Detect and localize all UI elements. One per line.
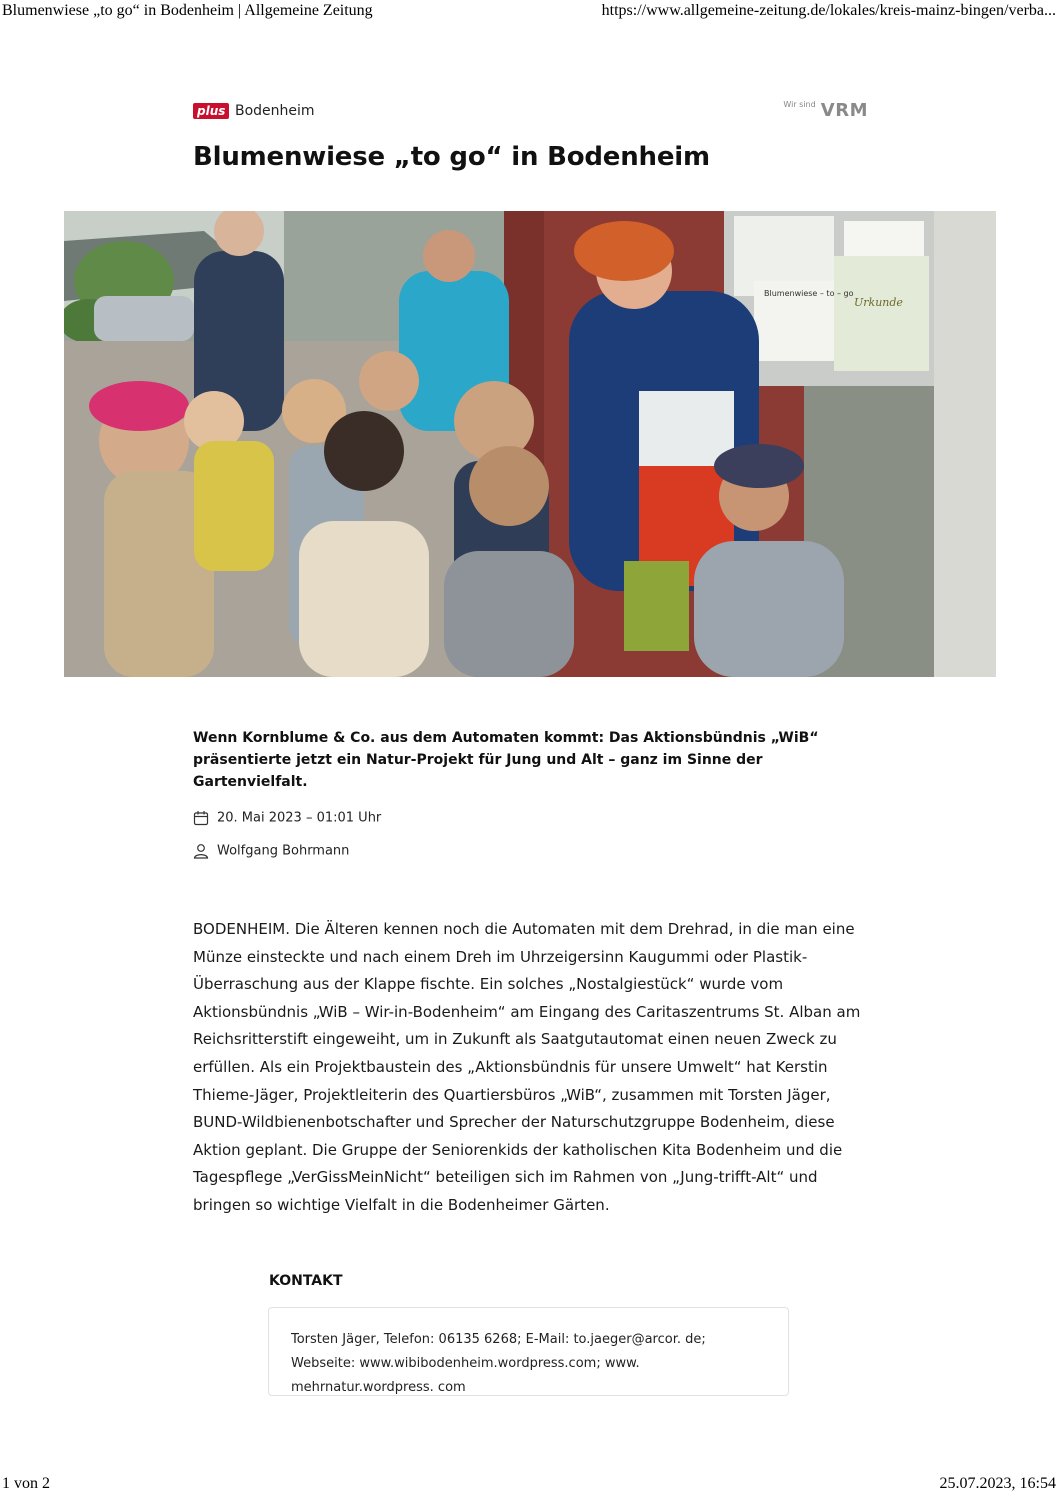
print-page-number: 1 von 2 xyxy=(2,1475,50,1492)
article-author xyxy=(193,843,349,859)
article-body: BODENHEIM. Die Älteren kennen noch die Automaten mit dem Drehrad, in die man eine Münze einsteckte und nach einem Dreh im Uhrzeigersinn Kaugummi oder Plastik-Überraschung aus der Klappe fischte. Ein solches „Nostalgiestück“ wurde vom Aktionsbündnis „WiB – Wir-in-Bodenheim“ am Eingang des Caritaszentrums St. Alban am Reichsritterstift eingeweiht, um in Zukunft als Saatgutautomat einen neuen Zweck zu erfüllen. Als ein Projektbaustein des „Aktionsbündnis für unsere Umwelt“ hat Kerstin Thieme-Jäger, Projektleiterin des Quartiersbüros „WiB“, zusammen mit Torsten Jäger, BUND-Wildbienenbotschafter und Sprecher der Naturschutzgruppe Bodenheim, diese Aktion geplant. Die Gruppe der Seniorenkids der katholischen Kita Bodenheim und die Tagespflege „VerGissMeinNicht“ beteiligen sich im Rahmen von „Jung-trifft-Alt“ und bringen so wichtige Vielfalt in die Bodenheimer Gärten. xyxy=(193,920,861,1214)
print-footer xyxy=(0,1475,1058,1497)
poster-title: Blumenwiese – to – go xyxy=(764,289,854,298)
article-headline: Blumenwiese „to go“ in Bodenheim xyxy=(193,142,710,172)
print-page-url[interactable]: https://www.allgemeine-zeitung.de/lokales/kreis-mainz-bingen/verba... xyxy=(601,2,1056,19)
article-date-text: 20. Mai 2023 – 01:01 Uhr xyxy=(217,810,382,826)
contact-box xyxy=(268,1307,789,1396)
vrm-logo-prefix: Wir sind xyxy=(783,100,816,109)
hero-photo[interactable] xyxy=(64,211,996,677)
poster-certificate: Urkunde xyxy=(854,296,903,309)
user-icon xyxy=(193,843,209,859)
hero-photo-illustration xyxy=(64,211,996,677)
plus-badge: plus xyxy=(193,103,229,119)
ressort-link[interactable]: Bodenheim xyxy=(235,103,315,119)
print-datetime: 25.07.2023, 16:54 xyxy=(939,1475,1056,1492)
calendar-icon xyxy=(193,810,209,826)
article-author-name[interactable]: Wolfgang Bohrmann xyxy=(217,843,350,859)
contact-heading: KONTAKT xyxy=(269,1273,343,1289)
print-page-title: Blumenwiese „to go“ in Bodenheim | Allgemeine Zeitung xyxy=(2,2,373,19)
article-date xyxy=(193,810,381,826)
article-teaser: Wenn Kornblume & Co. aus dem Automaten kommt: Das Aktionsbündnis „WiB“ präsentierte jetzt ein Natur-Projekt für Jung und Alt – ganz im Sinne der Gartenvielfalt. xyxy=(193,730,819,790)
print-header xyxy=(0,0,1058,22)
vrm-logo[interactable] xyxy=(783,100,868,121)
contact-text: Torsten Jäger, Telefon: 06135 6268; E-Mail: to.jaeger@arcor. de; Webseite: www.wibibodenheim.wordpress.com; www. mehrnatur.wordpress. com xyxy=(291,1332,706,1395)
article-topbar xyxy=(193,100,868,124)
vrm-logo-text: VRM xyxy=(820,100,868,121)
